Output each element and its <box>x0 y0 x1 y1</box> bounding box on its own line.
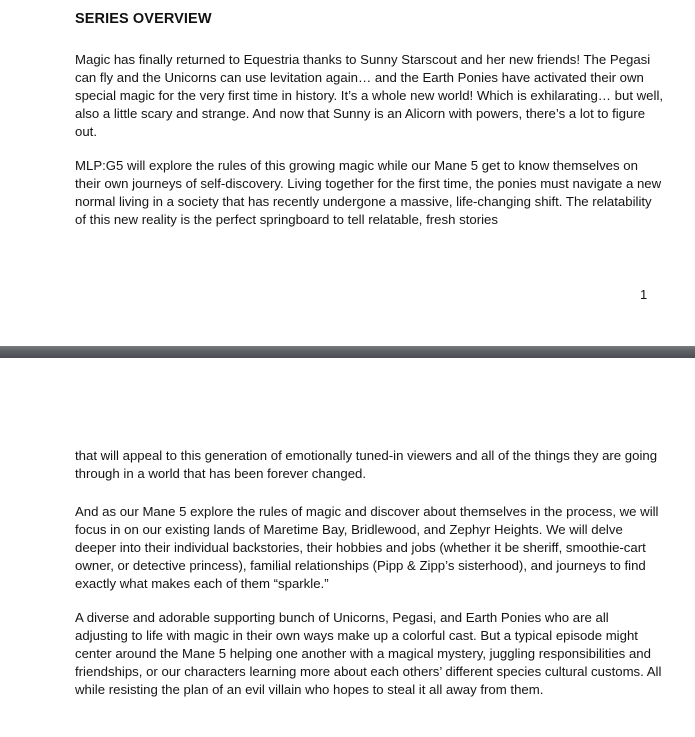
paragraph-supporting-cast: A diverse and adorable supporting bunch of Unicorns, Pegasi, and Earth Ponies who are all adjusting to life with magic in their own ways make up a colorful cast. But a typical episode might center around the Mane 5 helping one another with a magical mystery, juggling responsibilities and friendships, or our characters learning more about each others’ different species cultural customs. All while resisting the plan of an evil villain who hopes to steal it all away from them. <box>75 610 662 697</box>
page-break-separator <box>0 346 695 358</box>
document-page-1 <box>0 0 695 346</box>
paragraph-mlp-g5-explore: MLP:G5 will explore the rules of this growing magic while our Mane 5 get to know themselves on their own journeys of self-discovery. Living together for the first time, the ponies must navigate a new normal living in a society that has recently undergone a massive, life-changing shift. The relatability of this new reality is the perfect springboard to tell relatable, fresh stories <box>75 158 662 227</box>
paragraph-magic-returned: Magic has finally returned to Equestria thanks to Sunny Starscout and her new friends! The Pegasi can fly and the Unicorns can use levitation again… and the Earth Ponies have activated their own special magic for the very first time in history. It’s a whole new world! Which is exhilarating… but well, also a little scary and strange. And now that Sunny is an Alicorn with powers, there’s a lot to figure out. <box>75 52 664 139</box>
section-heading: SERIES OVERVIEW <box>75 11 212 27</box>
page-number: 1 <box>640 287 648 302</box>
document-page-2 <box>0 358 695 737</box>
paragraph-mane-5-lands: And as our Mane 5 explore the rules of magic and discover about themselves in the process, we will focus in on our existing lands of Maretime Bay, Bridlewood, and Zephyr Heights. We will delve deeper into their individual backstories, their hobbies and jobs (whether it be sheriff, smoothie-cart owner, or detective princess), familial relationships (Pipp & Zipp’s sisterhood), and journeys to find exactly what makes each of them “sparkle.” <box>75 504 659 591</box>
paragraph-continuation: that will appeal to this generation of emotionally tuned-in viewers and all of the things they are going through in a world that has been forever changed. <box>75 448 658 481</box>
